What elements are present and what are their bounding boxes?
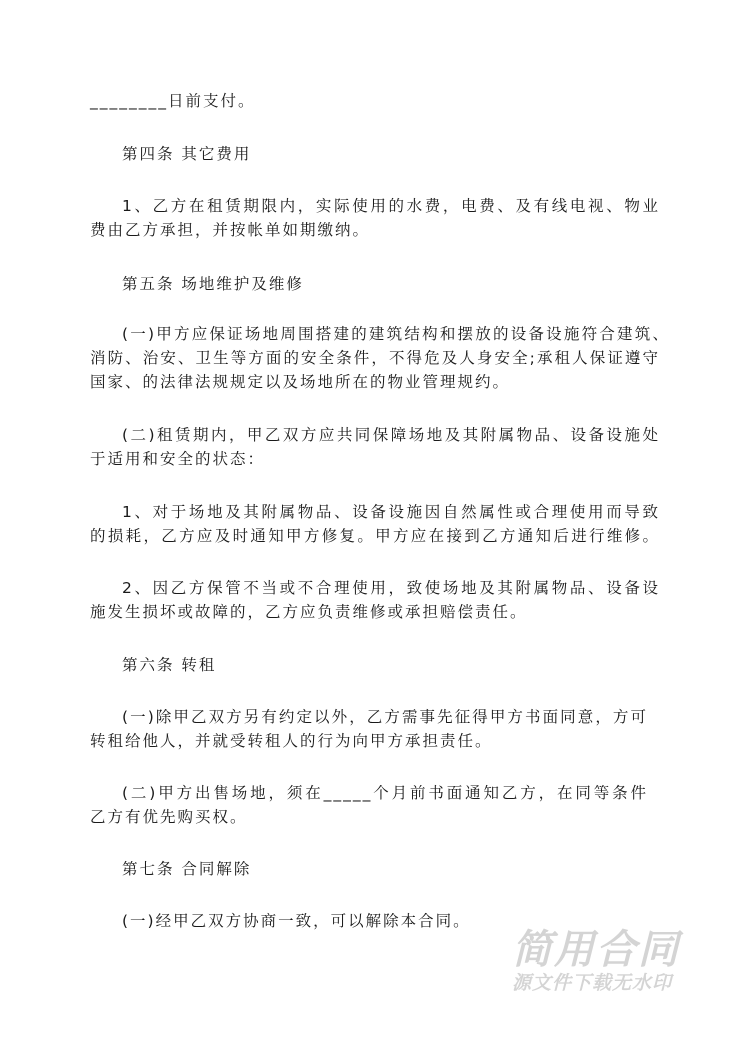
text-line: 1、对于场地及其附属物品、设备设施因自然属性或合理使用而导致 xyxy=(122,503,660,521)
watermark-title: 简用合同 xyxy=(512,927,680,973)
text-line: ________日前支付。 xyxy=(90,92,256,110)
text-line: 消防、治安、卫生等方面的安全条件，不得危及人身安全;承租人保证遵守 xyxy=(90,349,660,367)
text-line: (二)甲方出售场地，须在_____个月前书面通知乙方，在同等条件 xyxy=(122,784,648,802)
text-line: 1、乙方在租赁期限内，实际使用的水费，电费、及有线电视、物业 xyxy=(122,197,660,215)
section-heading: 第六条 转租 xyxy=(122,656,217,674)
text-line: 2、因乙方保管不当或不合理使用，致使场地及其附属物品、设备设 xyxy=(122,579,660,597)
text-line: 于适用和安全的状态： xyxy=(90,450,266,468)
text-line: 费由乙方承担，并按帐单如期缴纳。 xyxy=(90,221,371,239)
text-line: (一)经甲乙双方协商一致，可以解除本合同。 xyxy=(122,912,471,930)
text-line: 施发生损坏或故障的，乙方应负责维修或承担赔偿责任。 xyxy=(90,603,528,621)
section-heading: 第五条 场地维护及维修 xyxy=(122,275,304,293)
text-line: (一)甲方应保证场地周围搭建的建筑结构和摆放的设备设施符合建筑、 xyxy=(122,325,670,343)
section-heading: 第七条 合同解除 xyxy=(122,860,252,878)
text-line: 的损耗，乙方应及时通知甲方修复。甲方应在接到乙方通知后进行维修。 xyxy=(90,527,660,545)
watermark-subtitle: 源文件下载无水印 xyxy=(512,972,673,994)
text-line: (二)租赁期内，甲乙双方应共同保障场地及其附属物品、设备设施处 xyxy=(122,426,660,444)
text-line: 国家、的法律法规规定以及场地所在的物业管理规约。 xyxy=(90,373,511,391)
section-heading: 第四条 其它费用 xyxy=(122,145,252,163)
text-line: (一)除甲乙双方另有约定以外，乙方需事先征得甲方书面同意，方可 xyxy=(122,708,648,726)
text-line: 转租给他人，并就受转租人的行为向甲方承担责任。 xyxy=(90,732,493,750)
text-line: 乙方有优先购买权。 xyxy=(90,808,248,826)
